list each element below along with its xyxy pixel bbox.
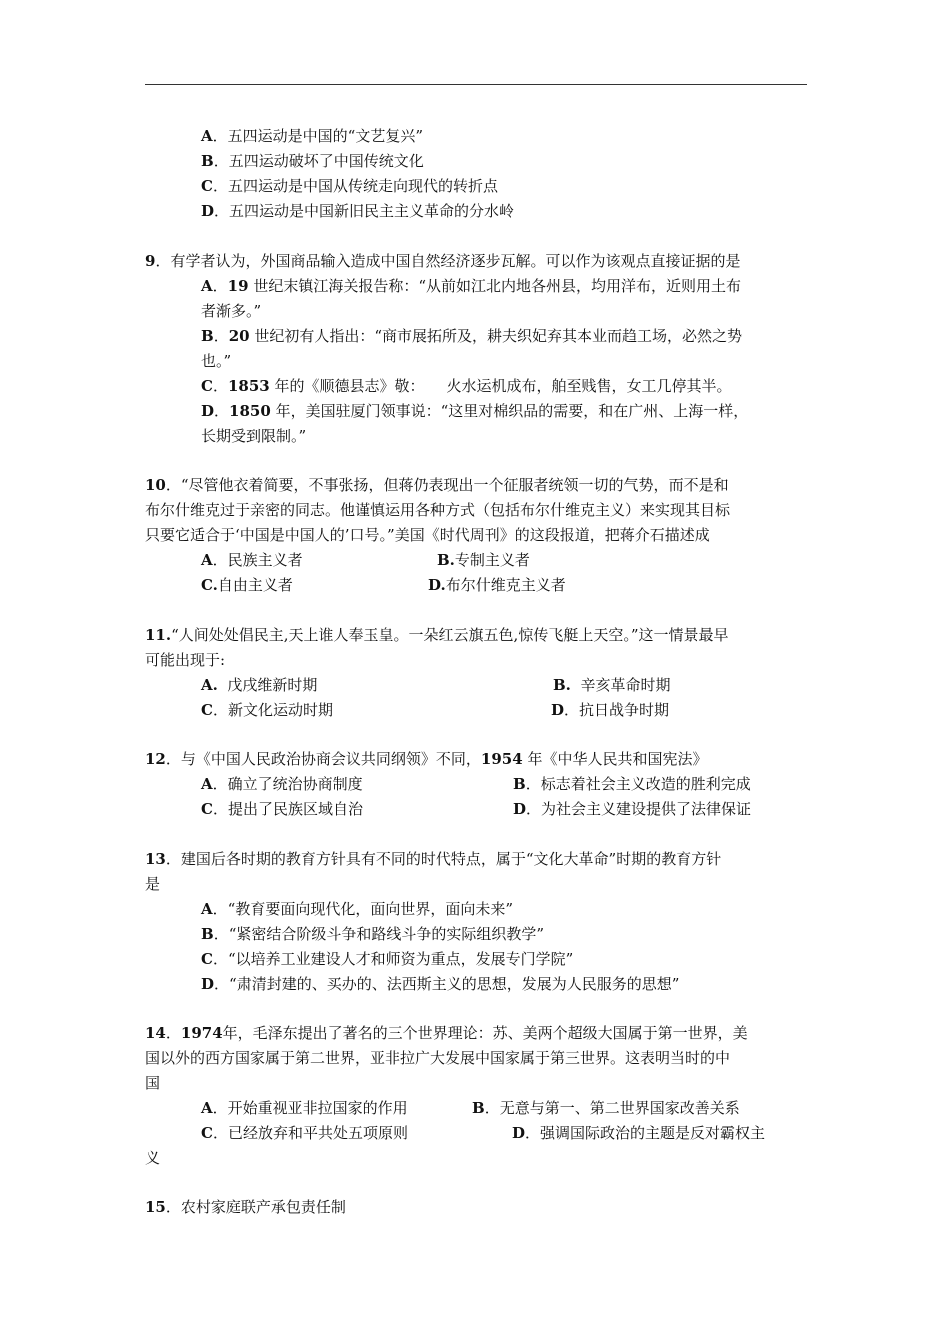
q9-option-b-cont: 也。” xyxy=(201,352,232,370)
q13-stem-line-2: 是 xyxy=(145,875,161,893)
q14-option-a: A．开始重视亚非拉国家的作用 xyxy=(201,1099,408,1117)
q11-stem-line-1: 11.“人间处处倡民主,天上谁人奉玉皇。一朵红云旗五色,惊传飞艇上天空。”这一情景最早 xyxy=(145,626,729,644)
q14-stem-line-1: 14．1974年，毛泽东提出了著名的三个世界理论：苏、美两个超级大国属于第一世界，美 xyxy=(145,1024,748,1042)
q12-option-c: C．提出了民族区域自治 xyxy=(201,800,363,818)
q12-stem: 12．与《中国人民政治协商会议共同纲领》不同，1954 年《中华人民共和国宪法》 xyxy=(145,750,708,768)
q11-option-a: A. 戊戌维新时期 xyxy=(201,676,318,694)
q13-option-c: C．“以培养工业建设人才和师资为重点，发展专门学院” xyxy=(201,950,574,968)
q9-stem: 9．有学者认为，外国商品输入造成中国自然经济逐步瓦解。可以作为该观点直接证据的是 xyxy=(145,252,741,270)
q12-option-a: A．确立了统治协商制度 xyxy=(201,775,363,793)
q11-stem-line-2: 可能出现于: xyxy=(145,651,226,669)
q8-option-c: C．五四运动是中国从传统走向现代的转折点 xyxy=(201,177,498,195)
header-rule xyxy=(145,84,807,85)
q8-option-d: D．五四运动是中国新旧民主主义革命的分水岭 xyxy=(201,202,515,220)
q10-option-c: C.自由主义者 xyxy=(201,576,293,594)
q9-option-c: C．1853 年的《顺德县志》敬： 火水运机成布，舶至贱售，女工几停其半。 xyxy=(201,377,732,395)
q14-option-d-cont: 义 xyxy=(145,1149,161,1167)
q13-option-a: A．“教育要面向现代化，面向世界，面向未来” xyxy=(201,900,513,918)
q13-option-d: D．“肃清封建的、买办的、法西斯主义的思想，发展为人民服务的思想” xyxy=(201,975,680,993)
q13-option-b: B．“紧密结合阶级斗争和路线斗争的实际组织教学” xyxy=(201,925,545,943)
q12-option-b: B．标志着社会主义改造的胜利完成 xyxy=(513,775,751,793)
q9-option-d: D．1850 年，美国驻厦门领事说：“这里对棉织品的需要，和在广州、上海一样， xyxy=(201,402,749,420)
q11-option-b: B. 辛亥革命时期 xyxy=(553,676,671,694)
q14-option-c: C．已经放弃和平共处五项原则 xyxy=(201,1124,408,1142)
q10-option-d: D.布尔什维克主义者 xyxy=(428,576,566,594)
q10-stem-line-2: 布尔什维克过于亲密的同志。他谨慎运用各种方式（包括布尔什维克主义）来实现其目标 xyxy=(145,501,731,519)
q11-option-d: D．抗日战争时期 xyxy=(551,701,670,719)
q10-stem-line-3: 只要它适合于‘中国是中国人的’口号。”美国《时代周刊》的这段报道，把蒋介石描述成 xyxy=(145,526,710,544)
q14-stem-line-2: 国以外的西方国家属于第二世界，亚非拉广大发展中国家属于第三世界。这表明当时的中 xyxy=(145,1049,731,1067)
q9-option-d-cont: 长期受到限制。” xyxy=(201,427,307,445)
q11-option-c: C．新文化运动时期 xyxy=(201,701,333,719)
q9-option-a-cont: 者渐多。” xyxy=(201,302,262,320)
q10-option-a: A．民族主义者 xyxy=(201,551,303,569)
q10-stem-line-1: 10．“尽管他衣着简要，不事张扬，但蒋仍表现出一个征服者统领一切的气势，而不是和 xyxy=(145,476,729,494)
q9-option-b: B．20 世纪初有人指出：“商市展拓所及，耕夫织妃弃其本业而趋工场，必然之势 xyxy=(201,327,743,345)
q10-option-b: B.专制主义者 xyxy=(437,551,530,569)
q14-option-d: D．强调国际政治的主题是反对霸权主 xyxy=(512,1124,766,1142)
q13-stem-line-1: 13．建国后各时期的教育方针具有不同的时代特点，属于“文化大革命”时期的教育方针 xyxy=(145,850,722,868)
q14-stem-line-3: 国 xyxy=(145,1074,161,1092)
q14-option-b: B．无意与第一、第二世界国家改善关系 xyxy=(472,1099,740,1117)
q15-stem: 15．农村家庭联产承包责任制 xyxy=(145,1198,346,1216)
q9-option-a: A．19 世纪末镇江海关报告称：“从前如江北内地各州县，均用洋布，近则用土布 xyxy=(201,277,741,295)
q8-option-a: A．五四运动是中国的“文艺复兴” xyxy=(201,127,423,145)
q12-option-d: D．为社会主义建设提供了法律保证 xyxy=(513,800,752,818)
q8-option-b: B．五四运动破坏了中国传统文化 xyxy=(201,152,424,170)
